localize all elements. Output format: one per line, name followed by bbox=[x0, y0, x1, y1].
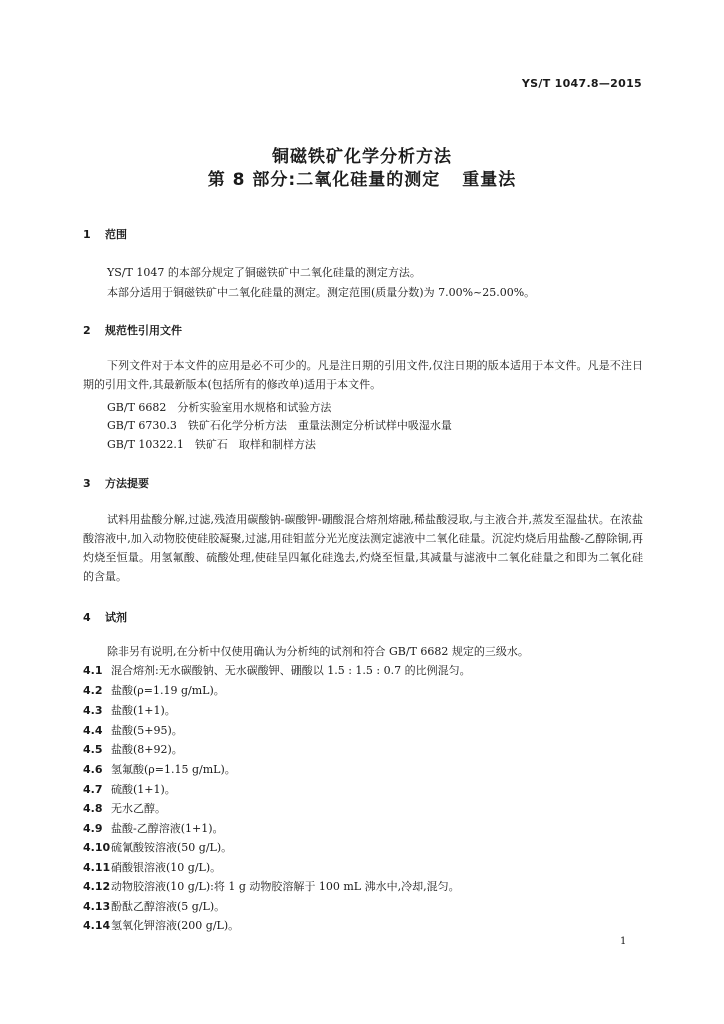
principle-paragraph: 试料用盐酸分解,过滤,残渣用碳酸钠-碳酸钾-硼酸混合熔剂熔融,稀盐酸浸取,与主液合并,蒸发至湿盐状。在浓盐酸溶液中,加入动物胶使硅胶凝聚,过滤,用硅钼蓝分光光度法测定滤液中二氧化硅量。沉淀灼烧后用盐酸-乙醇除铜,再灼烧至恒量。用氢氟酸、硫酸处理,使硅呈四氟化硅逸去,灼烧至恒量,其减量与滤液中二氧化硅量之和即为二氧化硅的含量。 bbox=[83, 513, 643, 583]
section-title: 范围 bbox=[105, 228, 127, 241]
subtitle-part: 第 8 部分:二氧化硅量的测定 bbox=[207, 170, 441, 190]
item-text: 盐酸(ρ=1.19 g/mL)。 bbox=[111, 684, 225, 697]
item-number: 4.4 bbox=[83, 724, 103, 737]
scope-line-1: YS/T 1047 的本部分规定了铜磁铁矿中二氧化硅量的测定方法。 bbox=[107, 266, 421, 279]
section-title: 试剂 bbox=[105, 611, 127, 624]
item-text: 混合熔剂:无水碳酸钠、无水碳酸钾、硼酸以 1.5 : 1.5 : 0.7 的比例混匀。 bbox=[111, 664, 471, 677]
reagent-item bbox=[83, 917, 239, 933]
section-number: 1 bbox=[83, 228, 91, 241]
section-title: 方法提要 bbox=[105, 477, 149, 490]
item-text: 盐酸-乙醇溶液(1+1)。 bbox=[111, 822, 224, 835]
item-text: 酚酞乙醇溶液(5 g/L)。 bbox=[111, 900, 226, 913]
reagent-item bbox=[83, 682, 225, 698]
item-number: 4.7 bbox=[83, 783, 103, 796]
item-number: 4.10 bbox=[83, 841, 111, 854]
item-text: 动物胶溶液(10 g/L):将 1 g 动物胶溶解于 100 mL 沸水中,冷却,混匀。 bbox=[111, 880, 460, 893]
item-text: 盐酸(5+95)。 bbox=[111, 724, 183, 737]
reference-item: GB/T 6730.3 铁矿石化学分析方法 重量法测定分析试样中吸湿水量 bbox=[107, 419, 452, 432]
section-heading-scope bbox=[83, 226, 127, 242]
reagent-item bbox=[83, 662, 471, 678]
reagents-intro: 除非另有说明,在分析中仅使用确认为分析纯的试剂和符合 GB/T 6682 规定的三级水。 bbox=[107, 645, 529, 658]
item-number: 4.6 bbox=[83, 763, 103, 776]
item-number: 4.13 bbox=[83, 900, 111, 913]
reagent-item bbox=[83, 878, 460, 894]
reagent-item bbox=[83, 898, 225, 914]
scope-line-2: 本部分适用于铜磁铁矿中二氧化硅量的测定。测定范围(质量分数)为 7.00%~25.00%。 bbox=[107, 286, 536, 299]
reagent-item bbox=[83, 741, 183, 757]
item-number: 4.2 bbox=[83, 684, 103, 697]
standard-code: YS/T 1047.8—2015 bbox=[521, 77, 642, 90]
item-number: 4.12 bbox=[83, 880, 111, 893]
reagent-item bbox=[83, 781, 176, 797]
item-text: 硝酸银溶液(10 g/L)。 bbox=[111, 861, 222, 874]
section-number: 4 bbox=[83, 611, 91, 624]
section-number: 2 bbox=[83, 324, 91, 337]
item-text: 盐酸(8+92)。 bbox=[111, 743, 183, 756]
section-heading-reagents bbox=[83, 609, 127, 625]
item-number: 4.3 bbox=[83, 704, 103, 717]
references-paragraph: 下列文件对于本文件的应用是必不可少的。凡是注日期的引用文件,仅注日期的版本适用于本文件。凡是不注日期的引用文件,其最新版本(包括所有的修改单)适用于本文件。 bbox=[83, 359, 643, 391]
reagent-item bbox=[83, 839, 232, 855]
item-number: 4.1 bbox=[83, 664, 103, 677]
section-title: 规范性引用文件 bbox=[105, 324, 182, 337]
item-number: 4.14 bbox=[83, 919, 111, 932]
item-text: 氢氧化钾溶液(200 g/L)。 bbox=[111, 919, 240, 932]
item-number: 4.8 bbox=[83, 802, 103, 815]
reference-item: GB/T 6682 分析实验室用水规格和试验方法 bbox=[107, 401, 332, 414]
item-text: 无水乙醇。 bbox=[111, 802, 166, 815]
document-subtitle bbox=[0, 165, 724, 190]
item-number: 4.9 bbox=[83, 822, 103, 835]
item-text: 硫氰酸铵溶液(50 g/L)。 bbox=[111, 841, 233, 854]
reagent-item bbox=[83, 761, 236, 777]
reagent-item bbox=[83, 800, 166, 816]
section-heading-principle bbox=[83, 475, 149, 491]
reagent-item bbox=[83, 859, 221, 875]
section-number: 3 bbox=[83, 477, 91, 490]
subtitle-method: 重量法 bbox=[462, 170, 517, 190]
document-title: 铜磁铁矿化学分析方法 bbox=[272, 147, 452, 167]
item-text: 盐酸(1+1)。 bbox=[111, 704, 176, 717]
item-text: 硫酸(1+1)。 bbox=[111, 783, 176, 796]
page-number: 1 bbox=[620, 936, 627, 947]
reagent-item bbox=[83, 820, 224, 836]
reagent-item bbox=[83, 702, 176, 718]
item-number: 4.5 bbox=[83, 743, 103, 756]
reagent-item bbox=[83, 722, 183, 738]
item-text: 氢氟酸(ρ=1.15 g/mL)。 bbox=[111, 763, 236, 776]
reference-item: GB/T 10322.1 铁矿石 取样和制样方法 bbox=[107, 438, 316, 451]
item-number: 4.11 bbox=[83, 861, 111, 874]
section-heading-references bbox=[83, 322, 182, 338]
